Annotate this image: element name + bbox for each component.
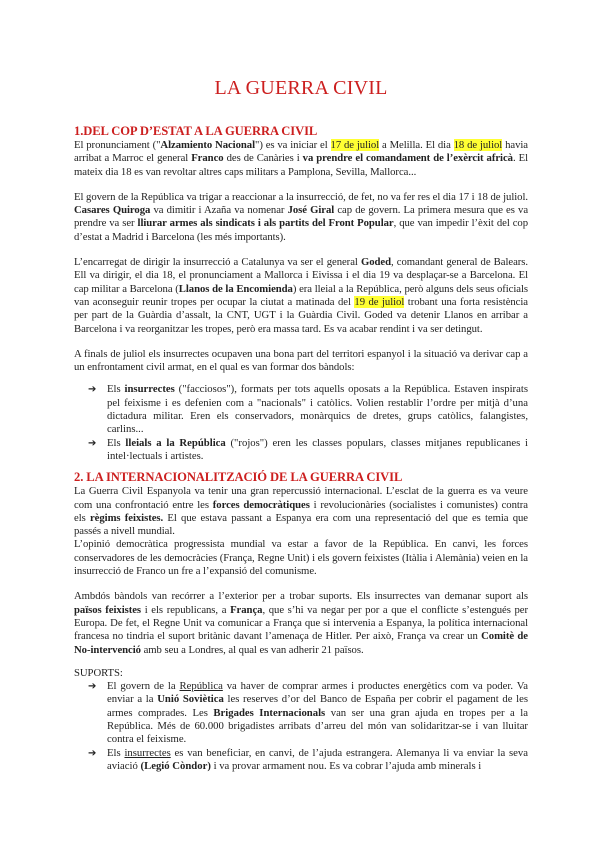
section-heading-1: 1.DEL COP D’ESTAT A LA GUERRA CIVIL	[74, 124, 318, 138]
highlight-date: 17 de juliol	[330, 139, 380, 151]
paragraph-repercussio: La Guerra Civil Espanyola va tenir una gran repercussió internacional. L’esclat de la guerra es va veure com una confrontació entre les forces democràtiques i revolucionàries (socialistes i comunistes) contra els règims feixistes. El que estava passant a Espanya era com una representació del que es temia que passés a nivell mundial.	[74, 485, 528, 538]
arrow-right-icon: ➔	[88, 437, 97, 449]
section-heading-2: 2. LA INTERNACIONALITZACIÓ DE LA GUERRA CIVIL	[74, 470, 403, 485]
arrow-right-icon: ➔	[88, 384, 97, 396]
paragraph-bandols-intro: A finals de juliol els insurrectes ocupaven una bona part del territori espanyol i la situació va derivar cap a un enfrontament civil armat, en el qual es van formar dos bàndols:	[74, 347, 528, 374]
paragraph-govern-republica: El govern de la República va trigar a reaccionar a la insurrecció, de fet, no va fer res el dia 17 i 18 de juliol. Casares Quiroga va dimitir i Azaña va nomenar José Giral cap de govern. La primera mesura que es va prendre va ser lliurar armes als sindicats i als partits del Front Popular, que van impedir l’èxit del cop d’estat a Madrid i Barcelona (les més importants).	[74, 190, 529, 243]
highlight-date: 18 de juliol	[453, 139, 503, 151]
list-item: ➔ El govern de la República va haver de comprar armes i productes energètics com va poder. Va enviar a la Unió Soviètica les reserves d’or del Banco de España per cobrir el pagament de les armes comprades. Les Brigades Internacionals van ser una gran ajuda en tropes per a la República. Més de 60.000 brigadistes arribats d’arreu del món van solidaritzar-se i van lluitar contra el feixisme.	[88, 680, 529, 746]
list-item: ➔ Els lleials a la República ("rojos") eren les classes populars, classes mitjanes republicanes i intel·lectuals i artistes.	[88, 436, 528, 462]
arrow-right-icon: ➔	[88, 681, 97, 693]
page-title: LA GUERRA CIVIL	[214, 77, 388, 99]
list-item: ➔ Els insurrectes es van beneficiar, en canvi, de l’ajuda estrangera. Alemanya li va enviar la seva aviació (Legió Còndor) i va provar armament nou. Es va cobrar l’ajuda amb minerals i	[88, 746, 528, 772]
suports-list	[74, 680, 528, 773]
paragraph-suports-exterior: Ambdós bàndols van recórrer a l’exterior per a trobar suports. Els insurrectes van demanar suport als països feixistes i els republicans, a França, que s’hi va negar per por a que el conflicte s’estengués per Europa. De fet, el Regne Unit va comunicar a França que si intervenia a Espanya, la política internacional francesa no tindria el suport britànic davant l’amenaça de Hitler. Per això, França va crear un Comitè de No-intervenció amb seu a Londres, al qual es van adherir 21 països.	[74, 590, 529, 656]
suports-label: SUPORTS:	[74, 666, 123, 679]
arrow-right-icon: ➔	[88, 747, 97, 759]
highlight-date: 19 de juliol	[354, 295, 405, 308]
paragraph-opinio: L’opinió democràtica progressista mundial va estar a favor de la República. En canvi, les forces conservadores de les democràcies (França, Regne Unit) i els govern feixistes (Itàlia i Alemània) veien en la insurrecció de Franco un fre a l’expansió del comunisme.	[74, 538, 528, 578]
paragraph-catalunya: L’encarregat de dirigir la insurrecció a Catalunya va ser el general Goded, comandant general de Balears. Ell va dirigir, el dia 18, el pronunciament a Mallorca i Eivissa i el dia 19 va desplaçar-se a Barcelona. El cap militar a Barcelona (Llanos de la Encomienda) era lleial a la República, però alguns dels seus oficials van aconseguir reunir tropes per ocupar la ciutat a matinada del 19 de juliol trobant una forta resistència per part de la Guàrdia d’assalt, la CNT, UGT i la Guàrdia Civil. Goded va detenir Llanos en arribar a Barcelona i va reorganitzar les tropes, però era massa tard. Es va acabar rendint i va ser detingut.	[74, 256, 528, 335]
paragraph-pronunciament: El pronunciament ("Alzamiento Nacional") es va iniciar el 17 de juliol a Melilla. El dia 18 de juliol havia arribat a Marroc el general Franco des de Canàries i va prendre el comandament de l’exèrcit africà. El mateix dia 18 es van revoltar altres caps militars a Pamplona, Sevilla, Mallorca...	[74, 139, 529, 178]
list-item: ➔ Els insurrectes ("facciosos"), formats per tots aquells oposats a la República. Estaven inspirats pel feixisme i es defenien com a "nacionals" i catòlics. Volien restablir l’ordre per mitjà d’una dictadura militar. Eren els conservadors, monàrquics de dretes, grups catòlics, falangistes, carlins...	[88, 383, 528, 436]
bandols-list	[74, 383, 528, 463]
